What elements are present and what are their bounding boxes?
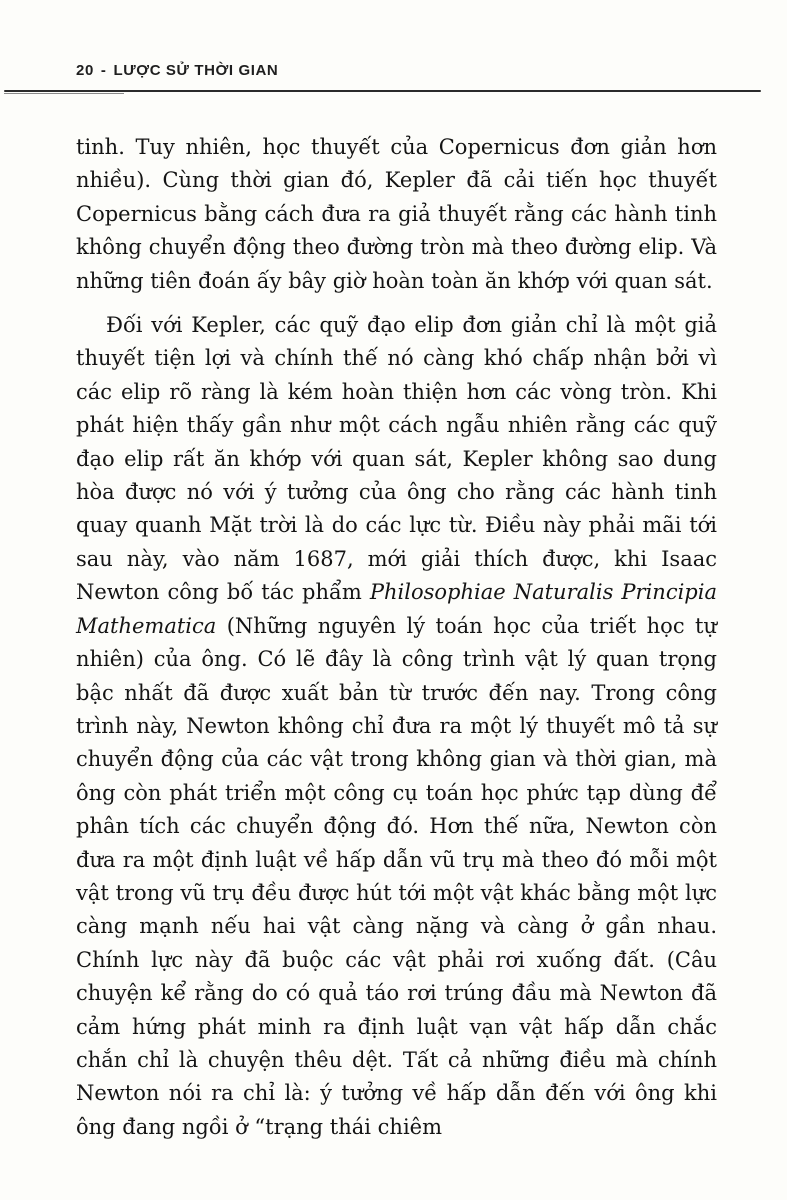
page-body (76, 131, 717, 1144)
header-separator: - (100, 62, 107, 79)
page-header (76, 62, 717, 79)
book-title: LƯỢC SỬ THỜI GIAN (113, 62, 279, 79)
cited-work-title: Philosophiae Naturalis Principia Mathematica (76, 580, 717, 638)
paragraph-2 (76, 309, 717, 1144)
paragraph-1: tinh. Tuy nhiên, học thuyết của Copernicus đơn giản hơn nhiều). Cùng thời gian đó, Kepler đã cải tiến học thuyết Copernicus bằng cách đưa ra giả thuyết rằng các hành tinh không chuyển động theo đường tròn mà theo đường elip. Và những tiên đoán ấy bây giờ hoàn toàn ăn khớp với quan sát. (76, 135, 717, 293)
paragraph-2-text-before: Đối với Kepler, các quỹ đạo elip đơn giản chỉ là một giả thuyết tiện lợi và chính thế nó càng khó chấp nhận bởi vì các elip rõ ràng là kém hoàn thiện hơn các vòng tròn. Khi phát hiện thấy gần như một cách ngẫu nhiên rằng các quỹ đạo elip rất ăn khớp với quan sát, Kepler không sao dung hòa được nó với ý tưởng của ông cho rằng các hành tinh quay quanh Mặt trời là do các lực từ. Điều này phải mãi tới sau này, vào năm 1687, mới giải thích được, khi Isaac Newton công bố tác phẩm (76, 313, 717, 605)
page-number: 20 (76, 62, 94, 79)
paragraph-2-text-after: (Những nguyên lý toán học của triết học tự nhiên) của ông. Có lẽ đây là công trình vật lý quan trọng bậc nhất đã được xuất bản từ trước đến nay. Trong công trình này, Newton không chỉ đưa ra một lý thuyết mô tả sự chuyển động của các vật trong không gian và thời gian, mà ông còn phát triển một công cụ toán học phức tạp dùng để phân tích các chuyển động đó. Hơn thế nữa, Newton còn đưa ra một định luật về hấp dẫn vũ trụ mà theo đó mỗi một vật trong vũ trụ đều được hút tới một vật khác bằng một lực càng mạnh nếu hai vật càng nặng và càng ở gần nhau. Chính lực này đã buộc các vật phải rơi xuống đất. (Câu chuyện kể rằng do có quả táo rơi trúng đầu mà Newton đã cảm hứng phát minh ra định luật vạn vật hấp dẫn chắc chắn chỉ là chuyện thêu dệt. Tất cả những điều mà chính Newton nói ra chỉ là: ý tưởng về hấp dẫn đến với ông khi ông đang ngồi ở “trạng thái chiêm (76, 613, 717, 1139)
header-rule (4, 90, 761, 92)
